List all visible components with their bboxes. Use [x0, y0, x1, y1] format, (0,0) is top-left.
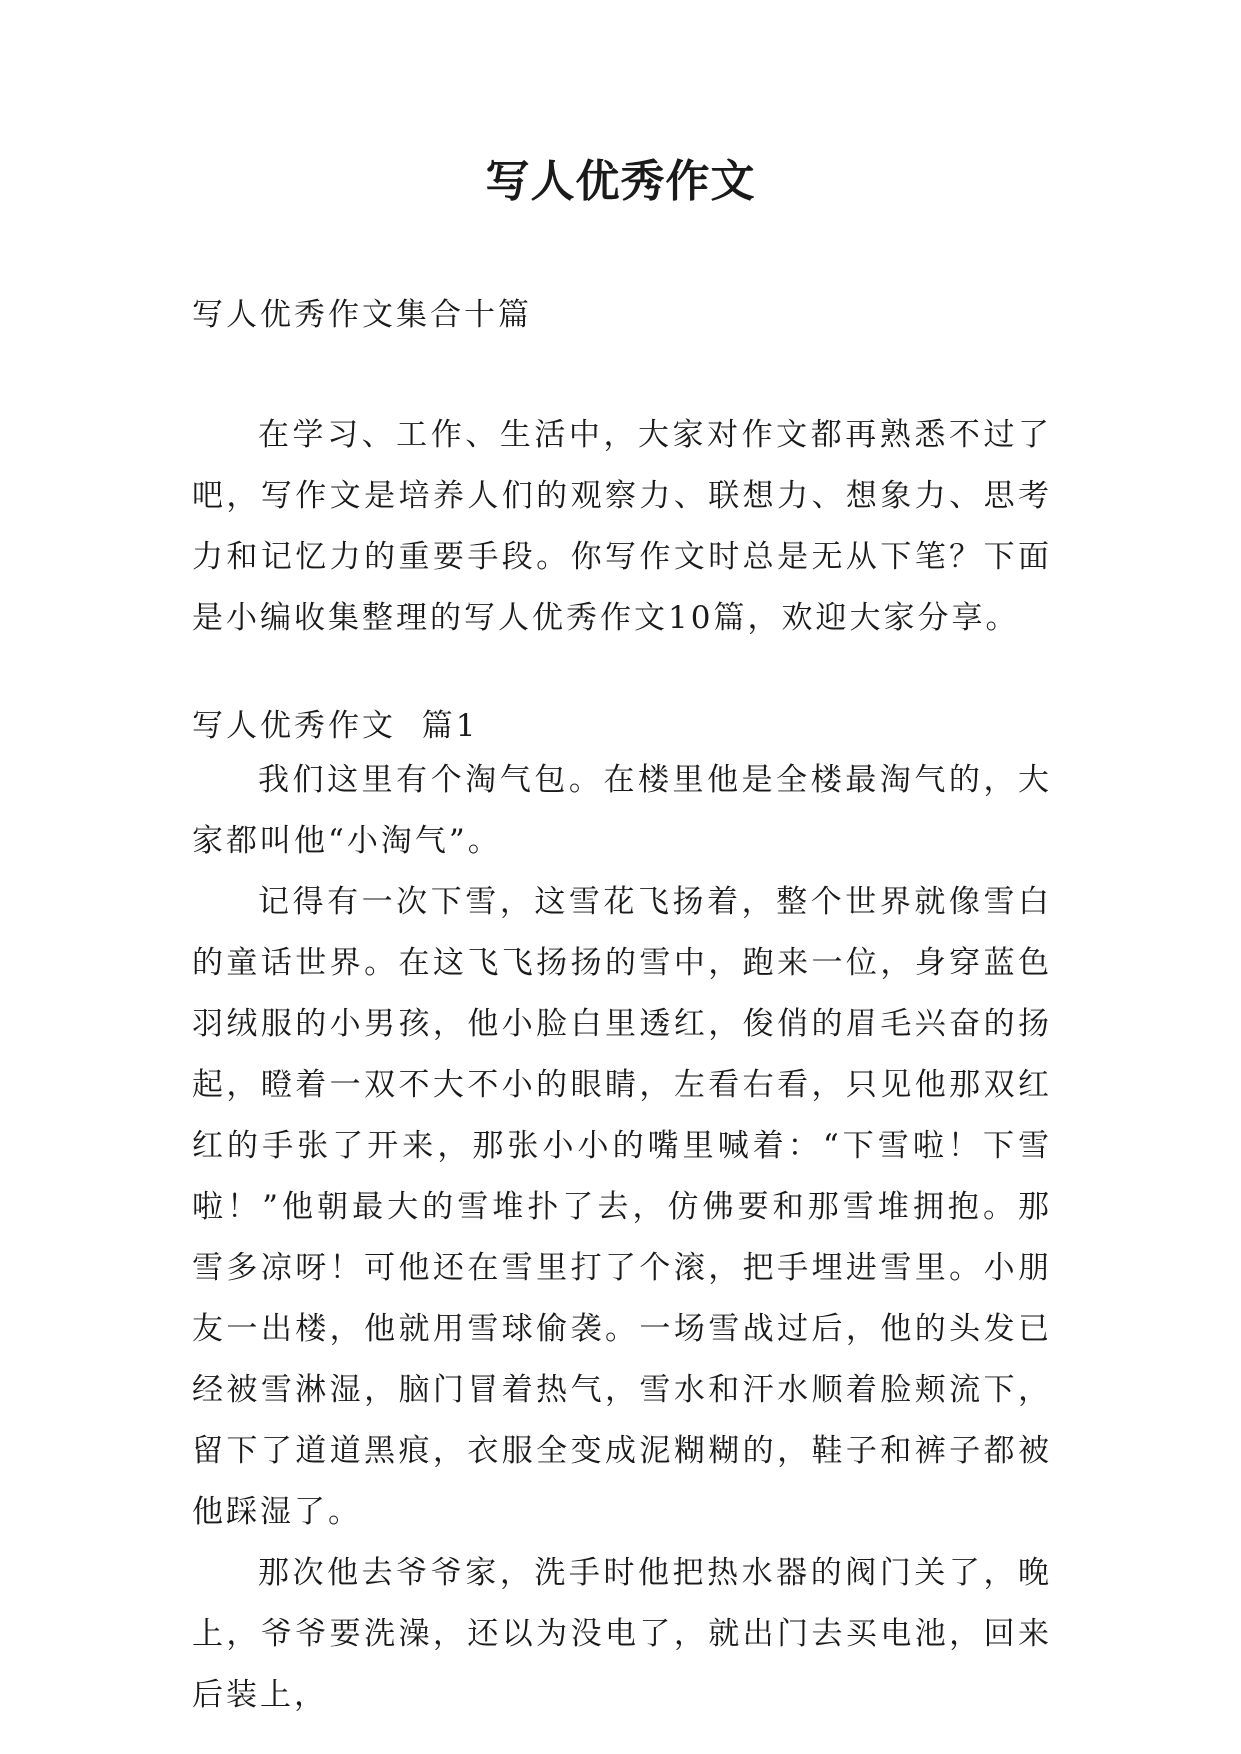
article-paragraph-3: 那次他去爷爷家，洗手时他把热水器的阀门关了，晚上，爷爷要洗澡，还以为没电了，就出门去买电池，回来后装上， [192, 1555, 1052, 1713]
intro-block [192, 405, 1052, 649]
article-body [192, 750, 1052, 1726]
section-heading: 写人优秀作文 篇1 [192, 708, 479, 744]
article-paragraph-2: 记得有一次下雪，这雪花飞扬着，整个世界就像雪白的童话世界。在这飞飞扬扬的雪中，跑来一位，身穿蓝色羽绒服的小男孩，他小脸白里透红，俊俏的眉毛兴奋的扬起，瞪着一双不大不小的眼睛，左看右看，只见他那双红红的手张了开来，那张小小的嘴里喊着：“下雪啦！下雪啦！”他朝最大的雪堆扑了去，仿佛要和那雪堆拥抱。那雪多凉呀！可他还在雪里打了个滚，把手埋进雪里。小朋友一出楼，他就用雪球偷袭。一场雪战过后，他的头发已经被雪淋湿，脑门冒着热气，雪水和汗水顺着脸颊流下，留下了道道黑痕，衣服全变成泥糊糊的，鞋子和裤子都被他踩湿了。 [192, 884, 1052, 1530]
document-subtitle: 写人优秀作文集合十篇 [192, 297, 532, 333]
intro-paragraph: 在学习、工作、生活中，大家对作文都再熟悉不过了吧，写作文是培养人们的观察力、联想力、想象力、思考力和记忆力的重要手段。你写作文时总是无从下笔？下面是小编收集整理的写人优秀作文10篇，欢迎大家分享。 [192, 417, 1052, 636]
document-title: 写人优秀作文 [485, 156, 756, 207]
article-paragraph-1: 我们这里有个淘气包。在楼里他是全楼最淘气的，大家都叫他“小淘气”。 [192, 762, 1052, 859]
